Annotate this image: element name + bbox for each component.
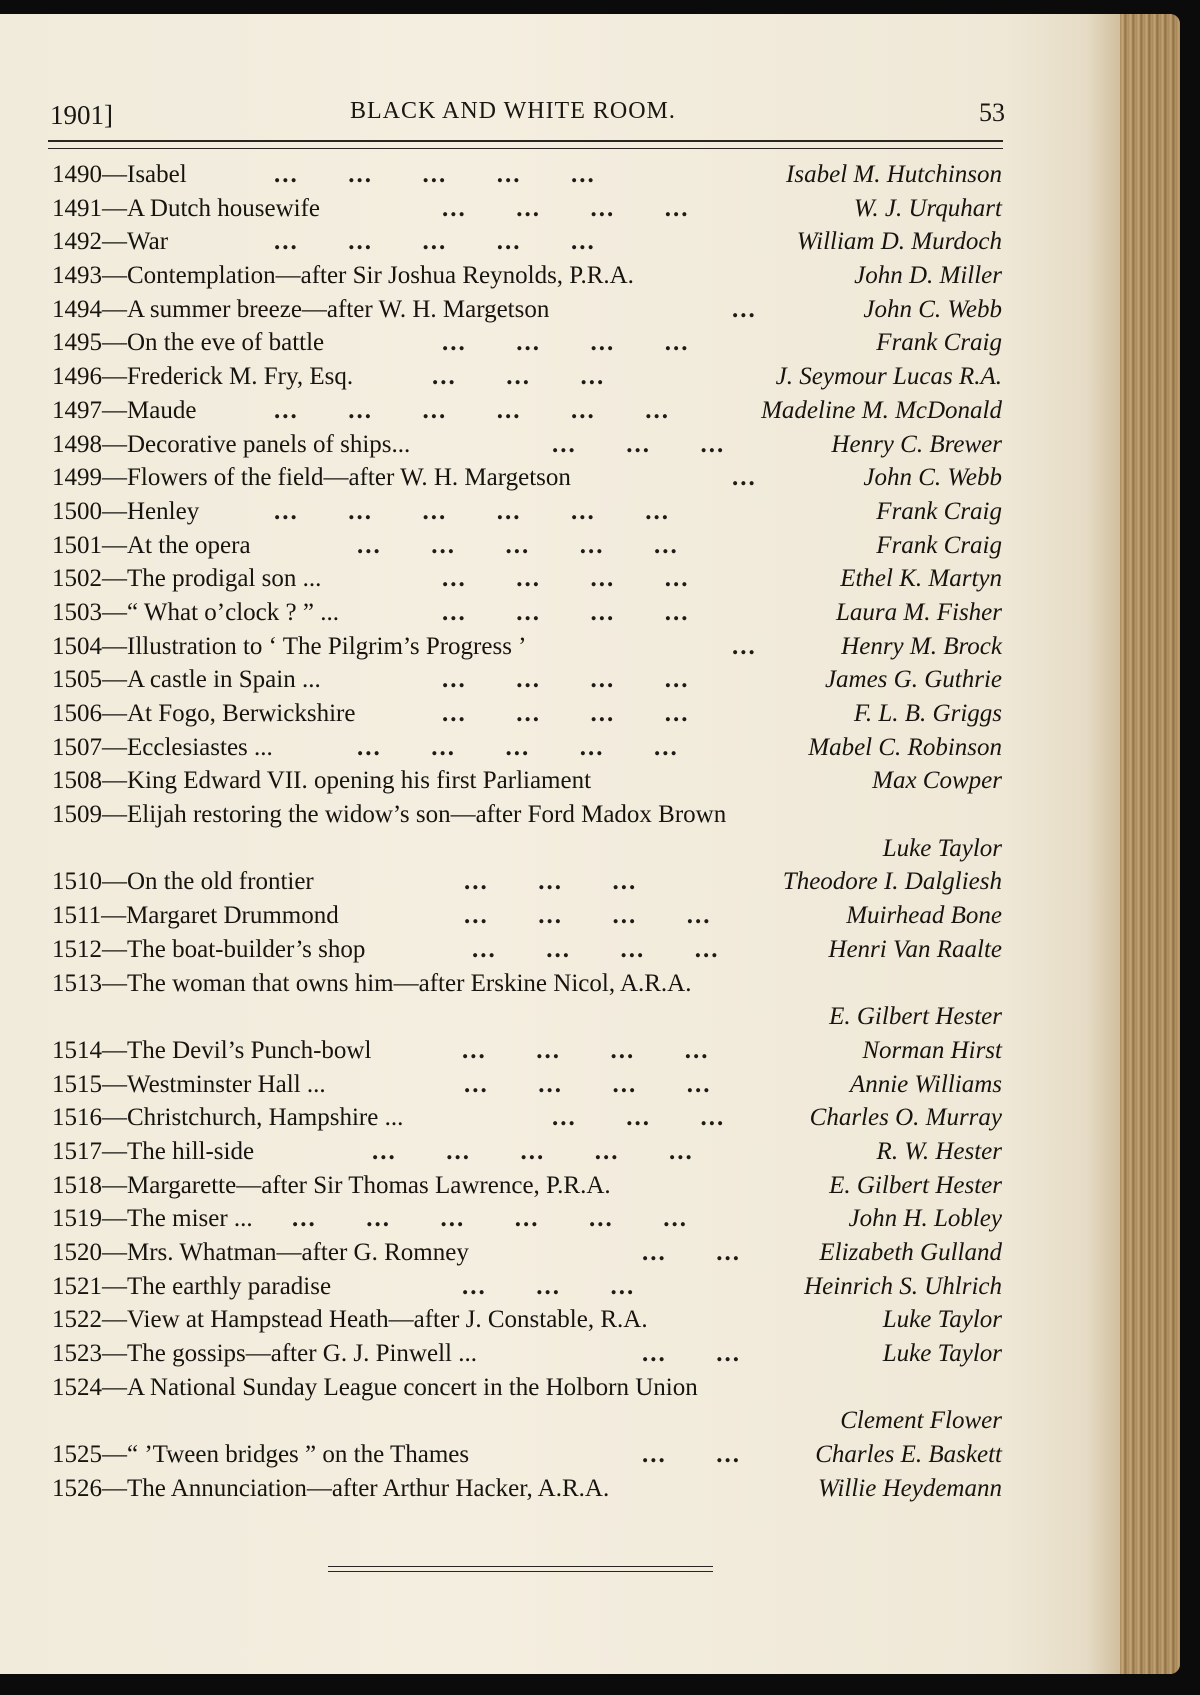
list-item [52,562,1002,596]
list-item [52,192,1002,226]
list-item [52,1438,1002,1472]
leader-dots: ... ... ... ... ... ... [292,1205,688,1233]
entry-artist: John D. Miller [854,262,1002,290]
entry-title: 1526—The Annunciation—after Arthur Hacker, A.R.A. [52,1474,610,1502]
leader-dots: ... ... ... [464,868,638,896]
leader-dots: ... ... ... [432,363,606,391]
entry-artist: William D. Murdoch [796,228,1002,256]
list-item [52,1371,1002,1405]
entry-artist: Frank Craig [876,329,1002,357]
list-item [52,428,1002,462]
entry-title: 1517—The hill-side [52,1137,255,1165]
entry-title: 1523—The gossips—after G. J. Pinwell ... [52,1340,477,1368]
list-item [52,1404,1002,1438]
list-item [52,158,1002,192]
list-item [52,394,1002,428]
leader-dots: ... ... ... ... ... [274,228,596,256]
entry-title: 1494—A summer breeze—after W. H. Margetson [52,295,550,323]
entry-artist: Annie Williams [849,1070,1002,1098]
entry-title: 1497—Maude [52,396,197,424]
leader-dots: ... ... ... ... [464,902,712,930]
header-year: 1901] [50,100,113,130]
entry-title: 1492—War [52,228,169,256]
entry-title: 1525—“ ’Tween bridges ” on the Thames [52,1441,470,1469]
entry-artist: James G. Guthrie [824,666,1002,694]
list-item [52,1303,1002,1337]
leader-dots: ... ... [642,1340,741,1368]
leader-dots: ... ... ... ... ... [357,733,679,761]
entry-artist: Henry M. Brock [841,632,1002,660]
entry-artist: Willie Heydemann [818,1474,1002,1502]
page-edge [1120,14,1180,1674]
leader-dots: ... ... ... ... [462,1036,710,1064]
entry-artist: Charles O. Murray [809,1104,1002,1132]
list-item [52,1472,1002,1506]
entry-title: 1513—The woman that owns him—after Erskine Nicol, A.R.A. [52,969,692,997]
entry-title: 1520—Mrs. Whatman—after G. Romney [52,1239,469,1266]
list-item [52,1101,1002,1135]
entry-artist: J. Seymour Lucas R.A. [775,363,1002,391]
entry-title: 1515—Westminster Hall ... [52,1070,326,1098]
list-item [52,1034,1002,1068]
entry-artist: Frank Craig [876,531,1002,559]
entry-title: 1524—A National Sunday League concert in the Holborn Union [52,1373,698,1401]
leader-dots: ... ... ... [552,430,726,458]
entry-artist: Luke Taylor [882,1306,1002,1334]
list-item [52,461,1002,495]
entry-title: 1514—The Devil’s Punch-bowl [52,1036,372,1064]
list-item [52,326,1002,360]
running-header [50,96,1005,132]
entry-artist: W. J. Urquhart [853,194,1002,222]
entry-title: 1491—A Dutch housewife [52,194,321,222]
leader-dots: ... ... ... ... ... [357,531,679,559]
entry-title: 1519—The miser ... [52,1205,253,1233]
entry-artist: Heinrich S. Uhlrich [804,1272,1002,1300]
entry-title: 1493—Contemplation—after Sir Joshua Reynolds, P.R.A. [52,262,634,290]
closing-rule [328,1566,713,1572]
entry-title: 1504—Illustration to ‘ The Pilgrim’s Progress ’ [52,632,527,660]
list-item [52,1135,1002,1169]
leader-dots: ... ... ... ... ... [274,161,596,188]
entry-title: 1505—A castle in Spain ... [52,666,321,694]
entry-title: 1500—Henley [52,497,200,525]
entry-artist: Clement Flower [840,1407,1002,1435]
list-item [52,1337,1002,1371]
entry-title: 1511—Margaret Drummond [52,902,339,930]
leader-dots: ... ... ... ... [442,666,690,694]
entry-title: 1509—Elijah restoring the widow’s son—after Ford Madox Brown [52,801,727,829]
entry-title: 1501—At the opera [52,531,251,559]
entry-artist: John C. Webb [863,295,1002,323]
entry-title: 1518—Margarette—after Sir Thomas Lawrence, P.R.A. [52,1171,611,1199]
list-item [52,832,1002,866]
entry-artist: Max Cowper [872,767,1002,795]
entry-title: 1512—The boat-builder’s shop [52,935,366,963]
entry-artist: E. Gilbert Hester [829,1171,1002,1199]
leader-dots: ... [732,295,757,323]
leader-dots: ... ... ... ... [442,565,690,593]
entry-artist: Luke Taylor [882,834,1002,862]
entry-title: 1498—Decorative panels of ships... [52,430,411,458]
entry-title: 1508—King Edward VII. opening his first Parliament [52,767,592,795]
book-page [0,14,1180,1674]
list-item [52,1236,1002,1270]
entry-artist: Luke Taylor [882,1340,1002,1368]
entry-artist: F. L. B. Griggs [853,700,1002,727]
entry-artist: Madeline M. McDonald [761,396,1002,424]
leader-dots: ... ... [642,1441,741,1469]
leader-dots: ... ... ... [462,1272,636,1300]
list-item [52,731,1002,765]
list-item [52,495,1002,529]
leader-dots: ... ... ... ... [442,598,690,626]
entry-artist: Frank Craig [876,497,1002,525]
list-item [52,764,1002,798]
entry-title: 1495—On the eve of battle [52,329,325,357]
entry-artist: Isabel M. Hutchinson [786,161,1002,188]
leader-dots: ... ... ... ... [472,935,720,963]
entry-artist: R. W. Hester [876,1137,1002,1165]
entry-title: 1522—View at Hampstead Heath—after J. Constable, R.A. [52,1306,648,1334]
entry-title: 1499—Flowers of the field—after W. H. Margetson [52,464,571,492]
list-item [52,1270,1002,1304]
leader-dots: ... ... ... ... [442,329,690,357]
entry-artist: Norman Hirst [862,1036,1002,1064]
list-item [52,933,1002,967]
list-item [52,259,1002,293]
entry-title: 1490—Isabel [52,161,187,188]
entry-title: 1507—Ecclesiastes ... [52,733,273,761]
list-item [52,1000,1002,1034]
catalogue-list [52,158,1002,1506]
list-item [52,967,1002,1001]
entry-artist: Mabel C. Robinson [808,733,1002,761]
leader-dots: ... ... ... [552,1104,726,1132]
entry-artist: Muirhead Bone [846,902,1002,930]
header-title: BLACK AND WHITE ROOM. [350,98,676,124]
entry-title: 1496—Frederick M. Fry, Esq. [52,363,354,391]
leader-dots: ... ... ... ... ... [372,1137,694,1165]
entry-artist: Henri Van Raalte [828,935,1002,963]
entry-title: 1510—On the old frontier [52,868,314,896]
entry-artist: Charles E. Baskett [815,1441,1002,1469]
entry-title: 1506—At Fogo, Berwickshire [52,700,356,727]
leader-dots: ... ... ... ... ... ... [274,396,670,424]
list-item [52,225,1002,259]
leader-dots: ... ... ... ... ... ... [274,497,670,525]
leader-dots: ... ... ... ... [442,194,690,222]
list-item [52,293,1002,327]
leader-dots: ... ... ... ... [442,700,690,727]
leader-dots: ... ... ... ... [464,1070,712,1098]
list-item [52,663,1002,697]
list-item [52,630,1002,664]
header-rule [48,140,1003,149]
list-item [52,1202,1002,1236]
list-item [52,529,1002,563]
list-item [52,1068,1002,1102]
entry-artist: E. Gilbert Hester [829,1003,1002,1031]
entry-title: 1521—The earthly paradise [52,1272,332,1300]
leader-dots: ... [732,464,757,492]
entry-artist: Ethel K. Martyn [840,565,1002,593]
entry-artist: Henry C. Brewer [831,430,1002,458]
list-item [52,899,1002,933]
entry-artist: Theodore I. Dalgliesh [782,868,1002,896]
page-number: 53 [979,98,1005,127]
entry-artist: John H. Lobley [848,1205,1002,1233]
list-item [52,1169,1002,1203]
entry-title: 1502—The prodigal son ... [52,565,322,593]
leader-dots: ... [732,632,757,660]
entry-artist: Laura M. Fisher [836,598,1002,626]
list-item [52,798,1002,832]
list-item [52,596,1002,630]
entry-artist: Elizabeth Gulland [819,1239,1002,1266]
leader-dots: ... ... [642,1239,741,1266]
list-item [52,865,1002,899]
entry-artist: John C. Webb [863,464,1002,492]
entry-title: 1516—Christchurch, Hampshire ... [52,1104,404,1132]
list-item [52,360,1002,394]
entry-title: 1503—“ What o’clock ? ” ... [52,598,339,626]
list-item [52,697,1002,731]
